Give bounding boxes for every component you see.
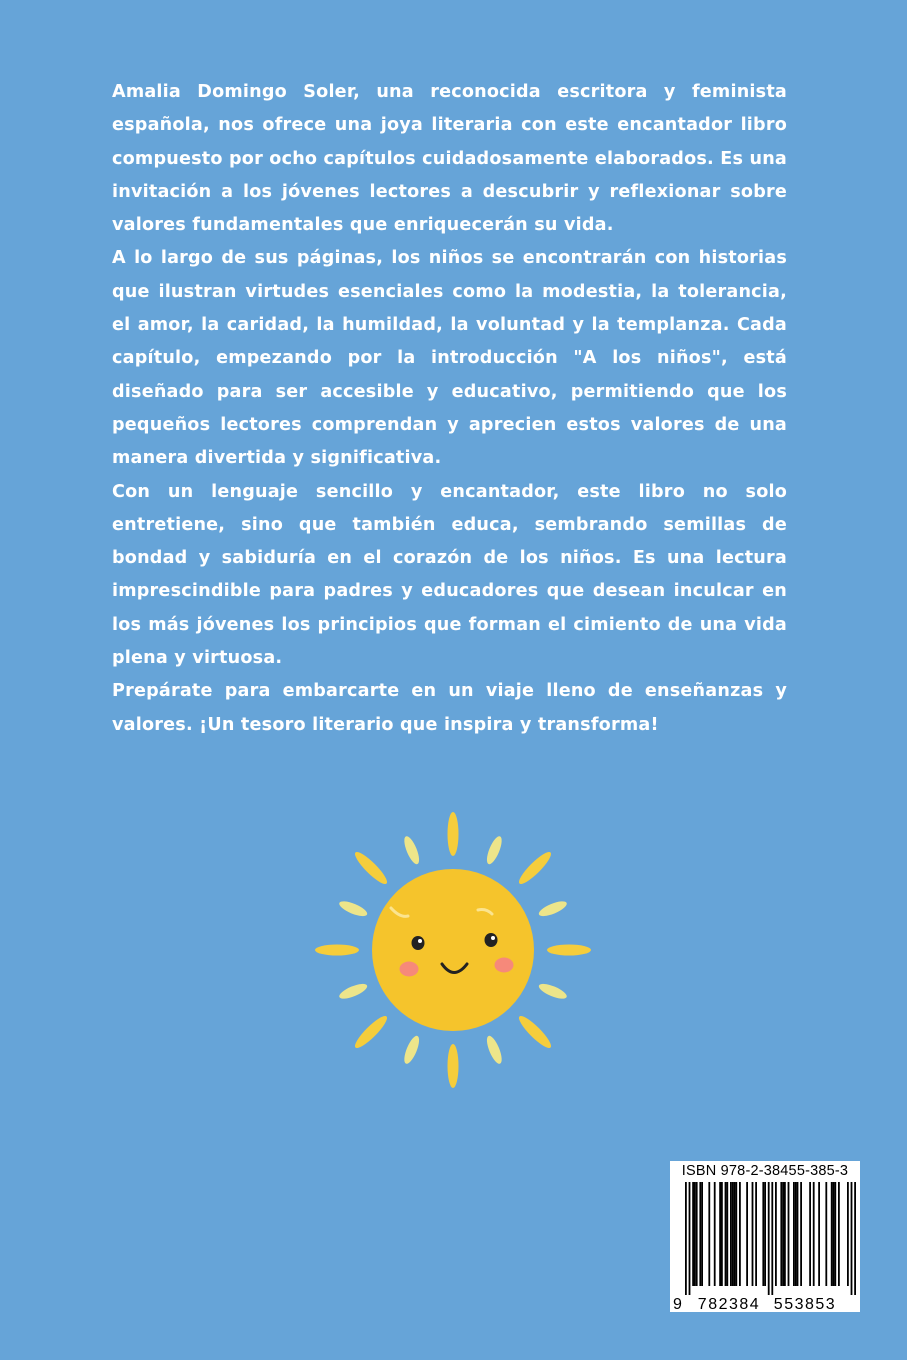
barcode-bar	[793, 1182, 795, 1286]
barcode-bar	[701, 1182, 703, 1286]
barcode-bar	[834, 1182, 836, 1286]
barcode-bar	[764, 1182, 766, 1286]
barcode-bar	[734, 1182, 736, 1286]
barcode-bar	[739, 1182, 741, 1286]
barcode-bar	[768, 1182, 770, 1295]
sun-ray	[516, 849, 555, 888]
barcode-bar	[719, 1182, 721, 1286]
barcode-bar	[694, 1182, 696, 1286]
barcode-bar	[735, 1182, 737, 1286]
barcode-bar	[732, 1182, 734, 1286]
sun-ray	[337, 981, 369, 1002]
barcode-bar	[851, 1182, 853, 1295]
barcode-bar	[775, 1182, 777, 1286]
left-eye	[412, 936, 425, 950]
left-cheek	[400, 962, 419, 977]
barcode-bar	[813, 1182, 815, 1286]
barcode-bar	[755, 1182, 757, 1286]
smiling-sun-icon	[308, 808, 598, 1098]
barcode-first-digit: 9	[673, 1296, 682, 1312]
blurb-paragraph-4: Prepárate para embarcarte en un viaje lleno de enseñanzas y valores. ¡Un tesoro literario que inspira y transforma!	[112, 681, 787, 735]
barcode-bar	[854, 1182, 856, 1295]
sun-ray	[315, 945, 359, 956]
barcode-bar	[838, 1182, 840, 1286]
barcode-bars	[670, 1180, 860, 1312]
barcode-bar	[771, 1182, 773, 1295]
sun-face	[372, 869, 534, 1031]
sun-ray	[537, 898, 569, 919]
barcode-bar	[795, 1182, 797, 1286]
sun-ray	[484, 834, 505, 866]
barcode-bar	[726, 1182, 728, 1286]
blurb-paragraph-3: Con un lenguaje sencillo y encantador, este libro no solo entretiene, sino que también educa, sembrando semillas de bondad y sabiduría en el corazón de los niños. Es una lectura imprescindible para padres y educadores que desean inculcar en los más jóvenes los principios que forman el cimiento de una vida plena y virtuosa.	[112, 481, 787, 669]
barcode-bar	[721, 1182, 723, 1286]
blurb-paragraph-1: Amalia Domingo Soler, una reconocida escritora y feminista española, nos ofrece una joya literaria con este encantador libro compuesto por ocho capítulos cuidadosamente elaborados. Es una invitación a los jóvenes lectores a descubrir y reflexionar sobre valores fundamentales que enriquecerán su vida.	[112, 82, 788, 236]
barcode-bar	[784, 1182, 786, 1286]
barcode-bar	[809, 1182, 811, 1286]
blurb-paragraph-2: A lo largo de sus páginas, los niños se encontrarán con historias que ilustran virtudes esenciales como la modestia, la tolerancia, el amor, la caridad, la humildad, la voluntad y la templanza. Cada capítulo, empezando por la introducción "A los niños", está diseñado para ser accesible y educativo, permitiendo que los pequeños lectores comprendan y aprecien estos valores de una manera divertida y significativa.	[112, 248, 787, 469]
barcode-bar-group	[685, 1182, 856, 1295]
right-eye	[485, 933, 498, 947]
sun-ray	[448, 812, 459, 856]
sun-ray	[352, 1013, 391, 1052]
right-cheek	[495, 958, 514, 973]
barcode-bar	[797, 1182, 799, 1286]
barcode-bar	[847, 1182, 849, 1286]
back-cover-blurb	[112, 76, 787, 742]
barcode-bar	[708, 1182, 710, 1286]
barcode-bar	[692, 1182, 694, 1286]
barcode-bar	[746, 1182, 748, 1286]
sun-ray	[484, 1034, 505, 1066]
barcode-bar	[780, 1182, 782, 1286]
sun-ray	[448, 1044, 459, 1088]
isbn-barcode	[670, 1161, 860, 1312]
smiling-sun-illustration	[308, 808, 598, 1098]
barcode-bar	[725, 1182, 727, 1286]
barcode-bar	[831, 1182, 833, 1286]
barcode-left-digits: 782384	[697, 1296, 761, 1312]
barcode-bar	[833, 1182, 835, 1286]
barcode-bar	[782, 1182, 784, 1286]
barcode-bar	[752, 1182, 754, 1286]
barcode-bar	[714, 1182, 716, 1286]
sun-ray	[516, 1013, 555, 1052]
sun-ray	[537, 981, 569, 1002]
barcode-bar	[818, 1182, 820, 1286]
sun-ray	[352, 849, 391, 888]
barcode-bar	[762, 1182, 764, 1286]
barcode-bar	[696, 1182, 698, 1286]
barcode-bar	[800, 1182, 802, 1286]
sun-ray	[337, 898, 369, 919]
barcode-bar	[689, 1182, 691, 1295]
barcode-bar	[788, 1182, 790, 1286]
barcode-bar	[685, 1182, 687, 1295]
barcode-bar	[825, 1182, 827, 1286]
isbn-label: ISBN 978-2-38455-385-3	[681, 1163, 849, 1179]
barcode-bar	[730, 1182, 732, 1286]
sun-ray	[547, 945, 591, 956]
sun-ray	[401, 1034, 422, 1066]
barcode-right-digits: 553853	[773, 1296, 837, 1312]
sun-ray	[401, 834, 422, 866]
barcode-bar	[699, 1182, 701, 1286]
